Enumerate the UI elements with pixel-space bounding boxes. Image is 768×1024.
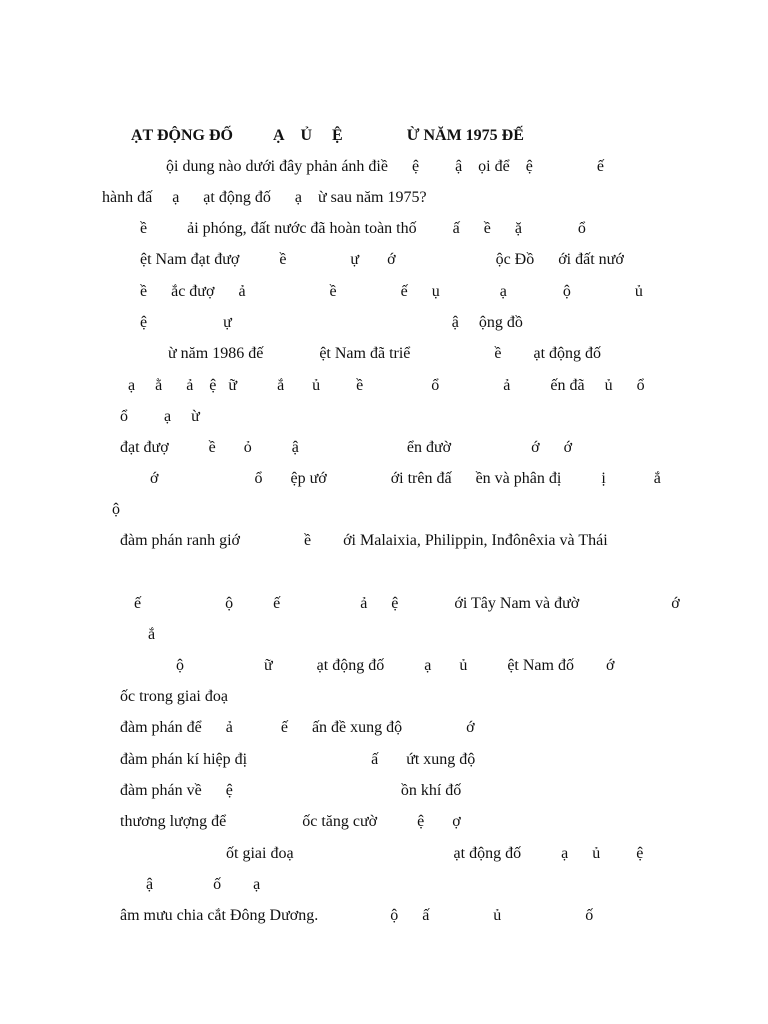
option-a-line-1: ề ải phóng, đất nước đã hoàn toàn thố ấ ề ặ ổ bbox=[140, 220, 586, 237]
option-line: đàm phán kí hiệp đị ấ ứt xung độ bbox=[120, 751, 476, 768]
question-5-stem-line-3: âm mưu chia cắt Đông Dương. ộ ấ ủ ố bbox=[120, 907, 594, 924]
question-5-stem-line-1: ốt giai đoạ ạt động đố ạ ủ ệ bbox=[226, 845, 644, 862]
option-b-line-1: ệt Nam đạt đượ ề ự ớ ộc Đồ ới đất nướ bbox=[140, 251, 624, 268]
option-line: đàm phán ranh giớ ề ới Malaixia, Philippin, Inđônêxia và Thái bbox=[120, 532, 608, 549]
question-3-stem-line-1: ế ộ ế ả ệ ới Tây Nam và đườ ớ bbox=[134, 595, 680, 612]
question-1-stem-line-2: hành đấ ạ ạt động đố ạ ừ sau năm 1975? bbox=[102, 189, 427, 206]
option-c-line-1: ề ắc đượ ả ề ế ụ ạ ộ ủ bbox=[140, 283, 643, 300]
question-4-stem-line-1: ộ ữ ạt động đố ạ ủ ệt Nam đố ớ bbox=[176, 657, 615, 674]
question-2-stem-line-2: ạ ằ ả ệ ữ ắ ủ ề ổ ả ến đã ủ ổ bbox=[128, 377, 645, 394]
question-2-stem-line-1: ừ năm 1986 đế ệt Nam đã triể ề ạt động đố bbox=[168, 345, 602, 362]
question-2-stem-line-3: ổ ạ ừ bbox=[120, 408, 200, 425]
option-line: thương lượng để ốc tăng cườ ệ ợ bbox=[120, 813, 461, 830]
option-line: đạt đượ ề ỏ ậ ển đườ ớ ớ bbox=[120, 439, 573, 456]
question-3-stem-line-2: ắ bbox=[148, 626, 156, 643]
option-line: đàm phán để ả ế ấn đề xung độ ớ bbox=[120, 719, 475, 736]
question-1-stem-line-1: ội dung nào dưới đây phản ánh điề ệ ậ ọi để ệ ế bbox=[166, 158, 604, 175]
document-title: ẠT ĐỘNG ĐỐ Ạ Ủ Ệ Ừ NĂM 1975 ĐẾ bbox=[131, 127, 524, 144]
option-line: ớ ổ ệp ướ ới trên đấ ền và phân đị ị ắ bbox=[150, 470, 661, 487]
question-4-stem-line-2: ốc trong giai đoạ bbox=[120, 688, 228, 705]
option-line: đàm phán về ệ ồn khí đố bbox=[120, 782, 462, 799]
option-line: ộ bbox=[112, 501, 120, 518]
question-5-stem-line-2: ậ ố ạ bbox=[146, 876, 261, 893]
option-d-line-1: ệ ự ậ ộng đồ bbox=[140, 314, 523, 331]
